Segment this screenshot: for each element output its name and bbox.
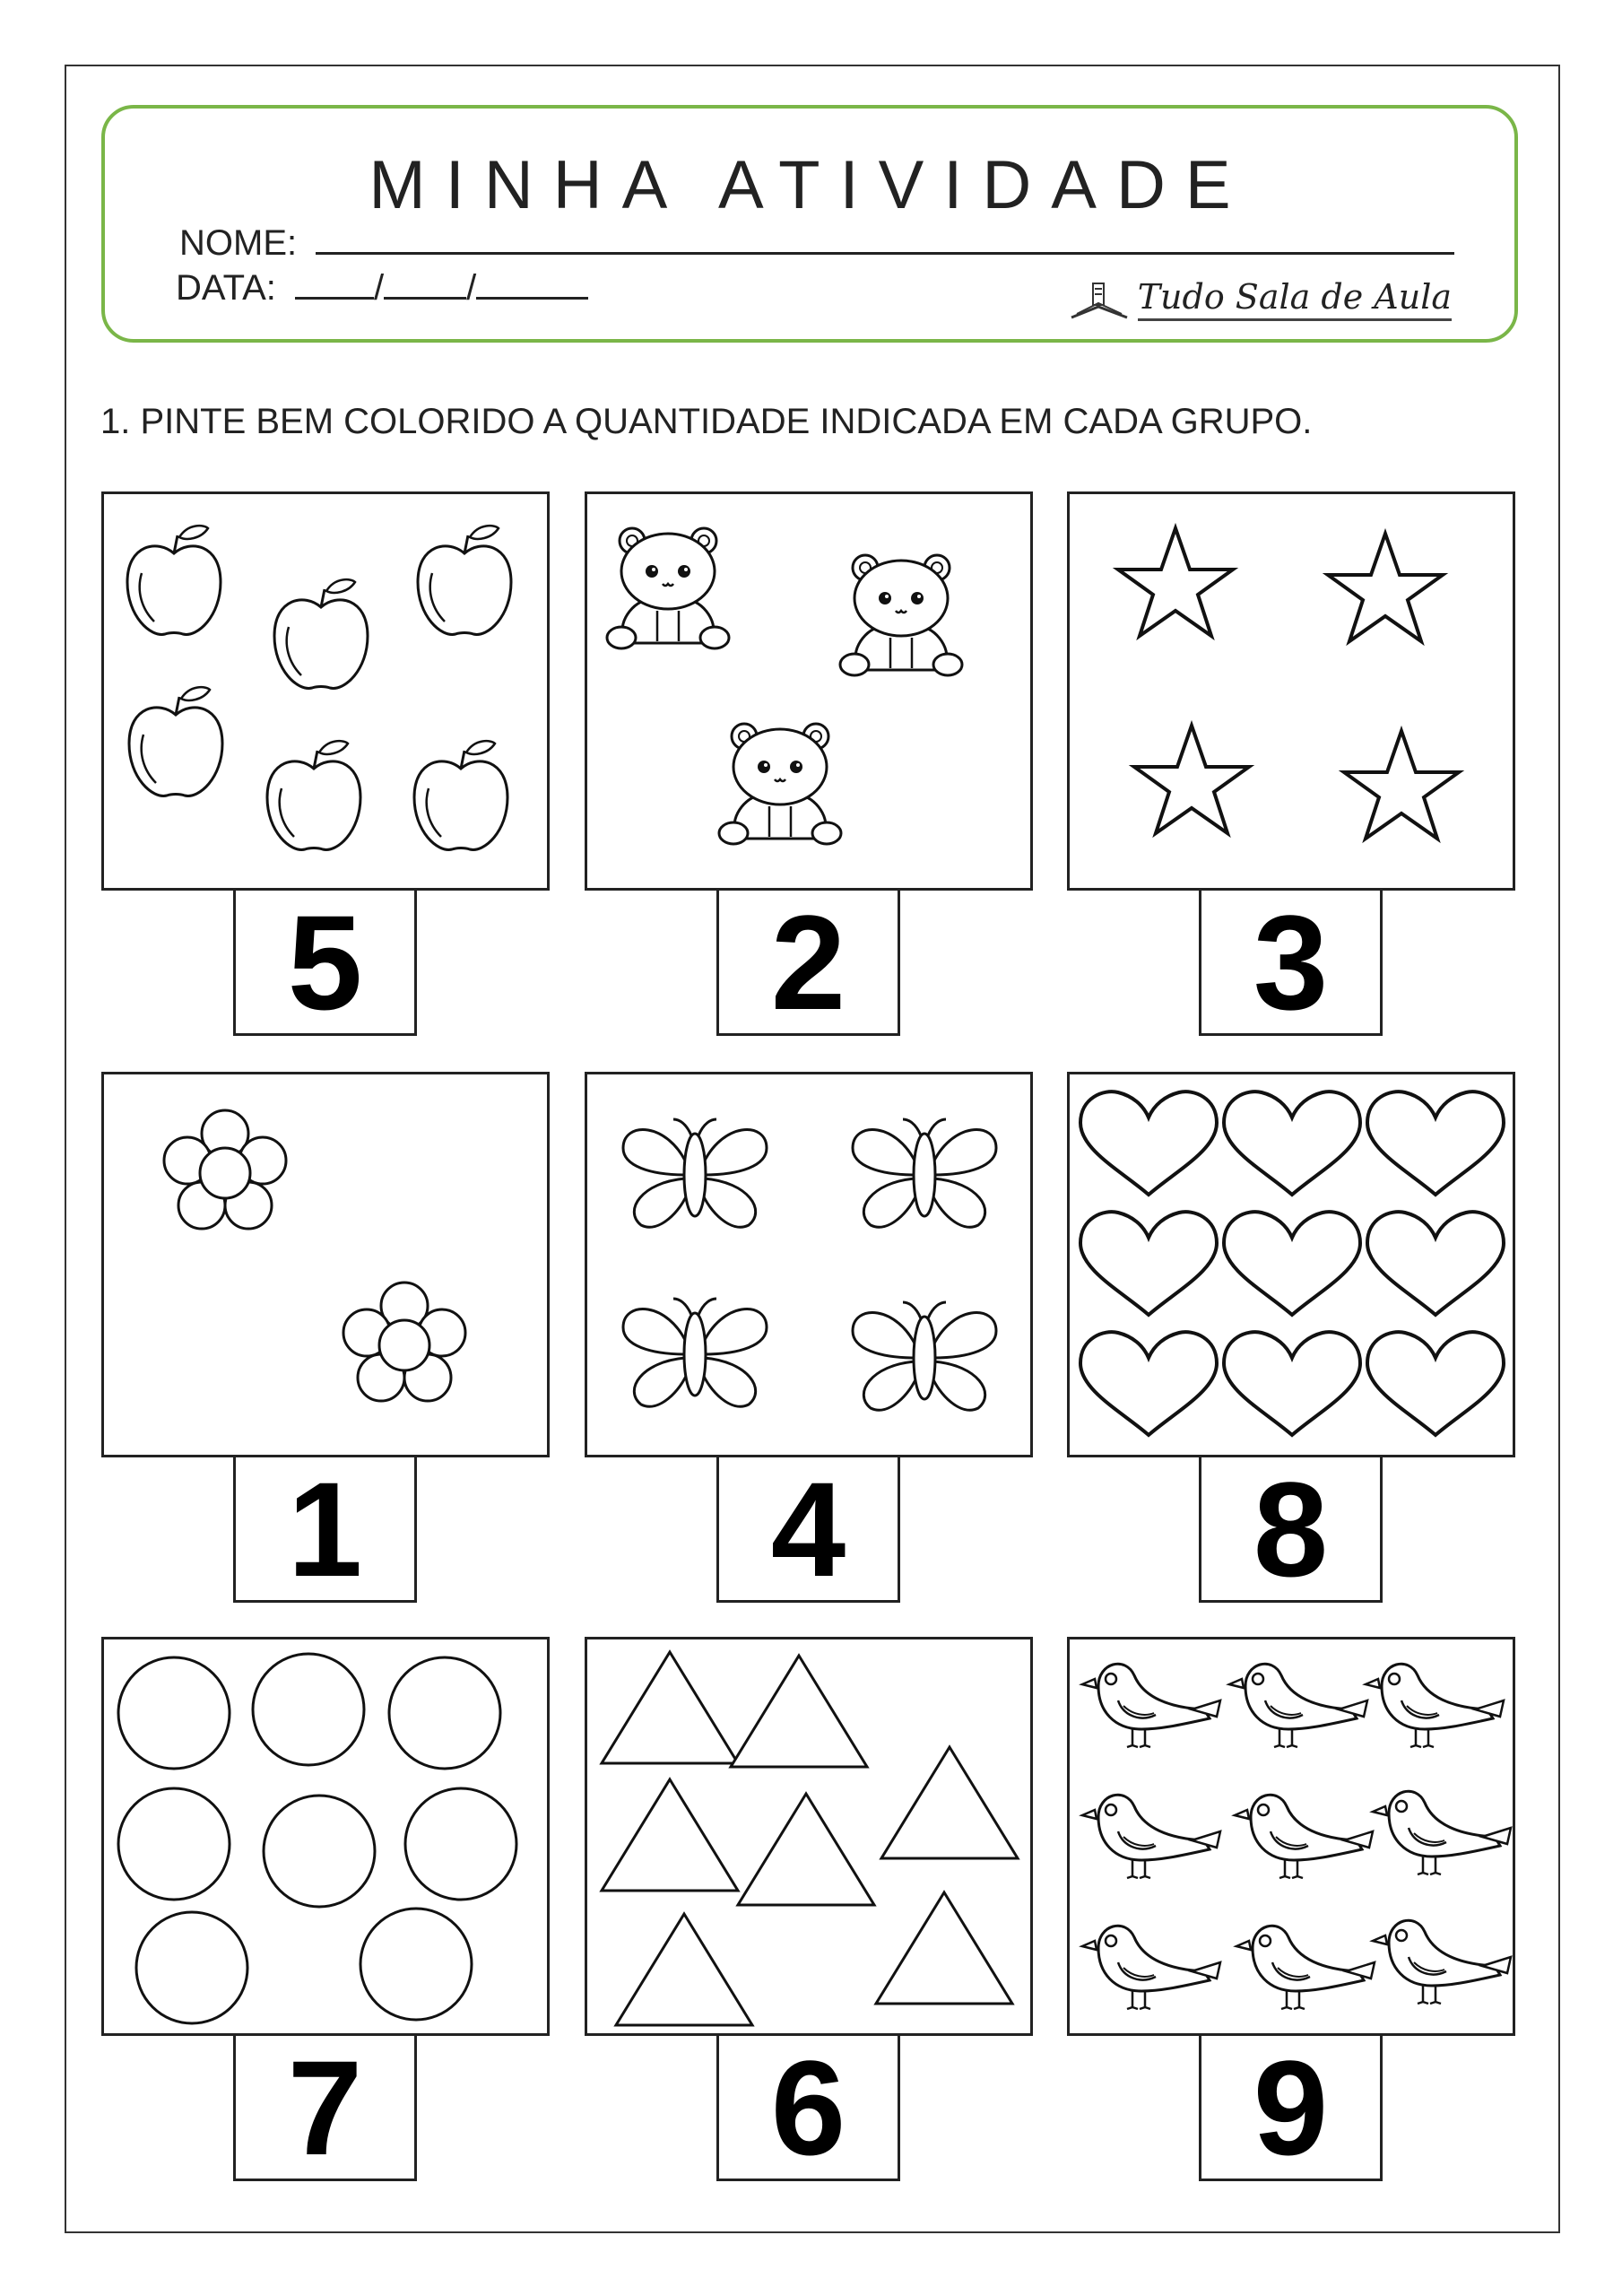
- apple-icon[interactable]: [274, 579, 368, 688]
- bird-icon[interactable]: [1373, 1920, 1511, 2004]
- date-year-line[interactable]: [476, 297, 588, 300]
- date-label: DATA:: [176, 268, 276, 308]
- date-month-line[interactable]: [384, 297, 466, 300]
- name-field-row: [179, 223, 1454, 264]
- number-label: 5: [233, 888, 417, 1036]
- apple-icon[interactable]: [267, 741, 360, 849]
- number-label: 2: [716, 888, 900, 1036]
- group-apples: [101, 491, 550, 1036]
- heart-icon[interactable]: [1224, 1091, 1360, 1195]
- circle-icon[interactable]: [389, 1657, 500, 1769]
- date-field-row: [176, 268, 588, 309]
- circle-icon[interactable]: [118, 1788, 230, 1900]
- bird-icon[interactable]: [1236, 1926, 1375, 2009]
- circle-icon[interactable]: [253, 1654, 364, 1765]
- picture-box: [1067, 1072, 1515, 1457]
- picture-box: [585, 1637, 1033, 2036]
- circle-icon[interactable]: [405, 1788, 516, 1900]
- bear-icon[interactable]: [840, 555, 962, 675]
- triangle-icon[interactable]: [602, 1652, 738, 1763]
- bird-icon[interactable]: [1235, 1795, 1373, 1878]
- heart-icon[interactable]: [1080, 1091, 1217, 1195]
- triangle-icon[interactable]: [602, 1779, 738, 1891]
- flower-icon[interactable]: [164, 1110, 286, 1229]
- brand-logo: [1068, 276, 1452, 321]
- number-label: 4: [716, 1455, 900, 1603]
- group-flowers: [101, 1072, 550, 1603]
- butterfly-icon[interactable]: [853, 1119, 996, 1227]
- butterfly-icon[interactable]: [623, 1299, 767, 1406]
- star-icon[interactable]: [1118, 528, 1233, 636]
- header-box: [101, 105, 1518, 343]
- triangle-icon[interactable]: [738, 1794, 874, 1905]
- circle-icon[interactable]: [264, 1796, 375, 1907]
- number-label: 6: [716, 2033, 900, 2181]
- butterfly-icon[interactable]: [853, 1302, 996, 1410]
- circle-icon[interactable]: [118, 1657, 230, 1769]
- group-hearts: [1067, 1072, 1515, 1603]
- picture-box: [1067, 491, 1515, 891]
- bird-icon[interactable]: [1229, 1664, 1367, 1747]
- number-label: 8: [1199, 1455, 1383, 1603]
- circle-icon[interactable]: [360, 1909, 472, 2020]
- apple-icon[interactable]: [127, 526, 221, 634]
- group-birds: [1067, 1637, 1515, 2181]
- picture-box: [585, 491, 1033, 891]
- bird-icon[interactable]: [1082, 1795, 1220, 1878]
- group-stars: [1067, 491, 1515, 1036]
- bear-icon[interactable]: [607, 528, 729, 648]
- flower-icon[interactable]: [343, 1283, 465, 1401]
- apple-icon[interactable]: [129, 687, 222, 796]
- heart-icon[interactable]: [1224, 1212, 1360, 1315]
- picture-box: [1067, 1637, 1515, 2036]
- heart-icon[interactable]: [1367, 1332, 1504, 1435]
- heart-icon[interactable]: [1080, 1212, 1217, 1315]
- page-title: MINHA ATIVIDADE: [369, 147, 1251, 223]
- apple-icon[interactable]: [418, 526, 511, 634]
- bird-icon[interactable]: [1366, 1664, 1504, 1747]
- star-icon[interactable]: [1328, 534, 1443, 641]
- group-butterflies: [585, 1072, 1033, 1603]
- triangle-icon[interactable]: [616, 1914, 752, 2025]
- group-triangles: [585, 1637, 1033, 2181]
- triangle-icon[interactable]: [876, 1892, 1012, 2004]
- circle-icon[interactable]: [136, 1912, 247, 2023]
- number-label: 7: [233, 2033, 417, 2181]
- bird-icon[interactable]: [1082, 1926, 1220, 2009]
- triangle-icon[interactable]: [731, 1656, 867, 1767]
- number-label: 3: [1199, 888, 1383, 1036]
- name-input-line[interactable]: [316, 252, 1454, 255]
- apple-icon[interactable]: [414, 741, 507, 849]
- name-label: NOME:: [179, 223, 298, 263]
- heart-icon[interactable]: [1367, 1091, 1504, 1195]
- butterfly-icon[interactable]: [623, 1119, 767, 1227]
- group-bears: [585, 491, 1033, 1036]
- number-label: 9: [1199, 2033, 1383, 2181]
- heart-icon[interactable]: [1080, 1332, 1217, 1435]
- bird-icon[interactable]: [1373, 1791, 1511, 1874]
- heart-icon[interactable]: [1367, 1212, 1504, 1315]
- group-circles: [101, 1637, 550, 2181]
- brand-name: Tudo Sala de Aula: [1138, 277, 1452, 321]
- bird-icon[interactable]: [1082, 1664, 1220, 1747]
- picture-box: [585, 1072, 1033, 1457]
- bear-icon[interactable]: [719, 724, 841, 844]
- heart-icon[interactable]: [1224, 1332, 1360, 1435]
- picture-box: [101, 1072, 550, 1457]
- date-day-line[interactable]: [295, 297, 374, 300]
- star-icon[interactable]: [1344, 731, 1459, 839]
- number-label: 1: [233, 1455, 417, 1603]
- triangle-icon[interactable]: [881, 1747, 1018, 1858]
- picture-box: [101, 491, 550, 891]
- instruction-text: 1. PINTE BEM COLORIDO A QUANTIDADE INDICADA EM CADA GRUPO.: [100, 402, 1313, 441]
- date-separator: /: [466, 268, 477, 308]
- book-icon: [1068, 276, 1131, 321]
- picture-box: [101, 1637, 550, 2036]
- date-separator: /: [373, 268, 385, 308]
- star-icon[interactable]: [1134, 726, 1249, 833]
